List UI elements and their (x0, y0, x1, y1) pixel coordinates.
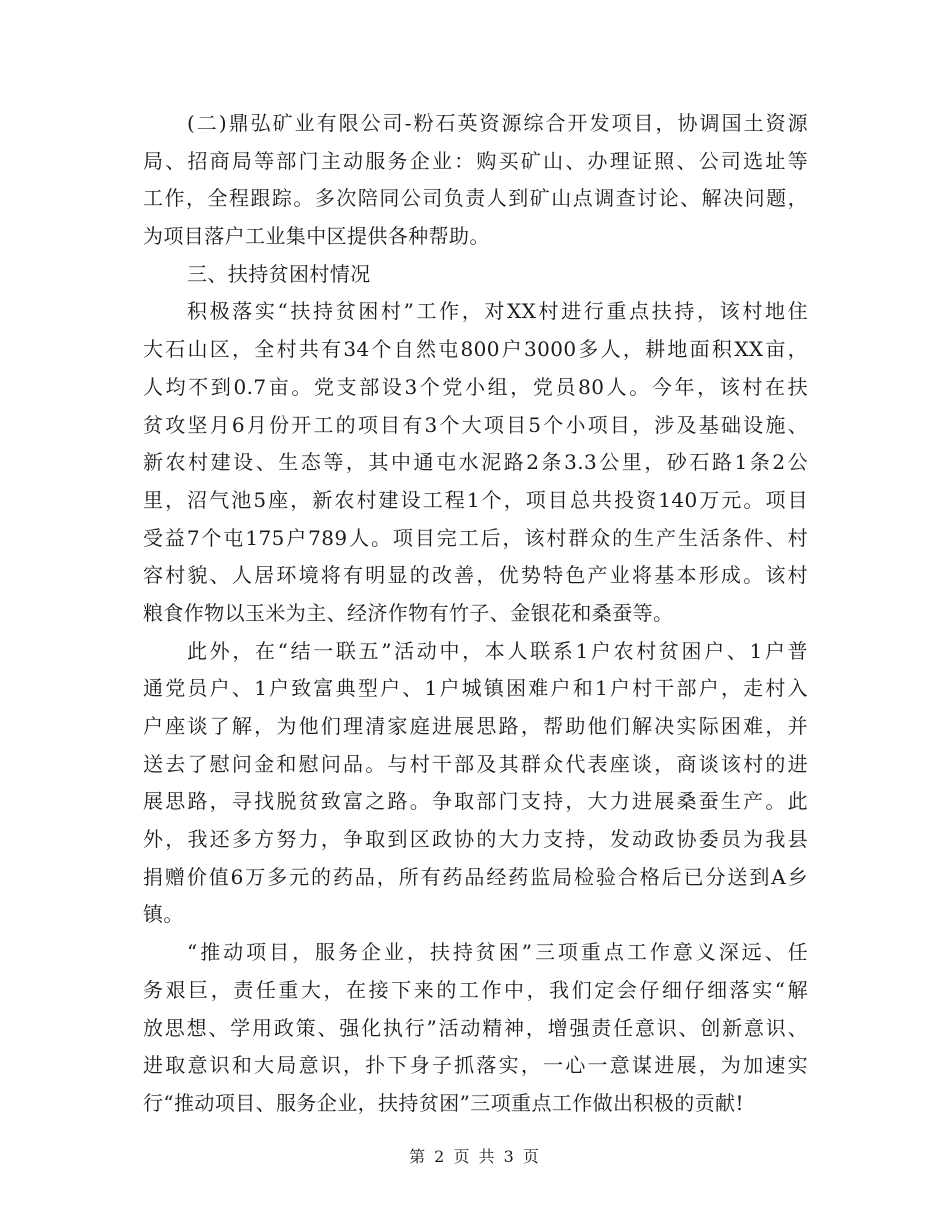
para-poor-village (143, 293, 808, 632)
document-body (143, 105, 808, 1123)
text-line: 新农村建设、生态等，其中通屯水泥路2条3.3公里，砂石路1条2公 (143, 450, 808, 475)
text-line: 捐赠价值6万多元的药品，所有药品经药监局检验合格后已分送到A乡 (143, 864, 808, 889)
para-project-2 (143, 105, 808, 256)
text-line: 粮食作物以玉米为主、经济作物有竹子、金银花和桑蚕等。 (143, 600, 674, 625)
text-line: 送去了慰问金和慰问品。与村干部及其群众代表座谈，商谈该村的进 (143, 751, 808, 776)
text-line: 此外，在“结一联五”活动中，本人联系1户农村贫困户、1户普 (187, 638, 808, 663)
text-line: 进取意识和大局意识，扑下身子抓落实，一心一意谋进展，为加速实 (143, 1053, 808, 1078)
text-line: 受益7个屯175户789人。项目完工后，该村群众的生产生活条件、村 (143, 525, 808, 550)
text-line: 人均不到0.7亩。党支部设3个党小组，党员80人。今年，该村在扶 (143, 374, 808, 399)
text-line: 通党员户、1户致富典型户、1户城镇困难户和1户村干部户，走村入 (143, 676, 808, 701)
text-line: 积极落实“扶持贫困村”工作，对XX村进行重点扶持，该村地住 (187, 299, 808, 324)
page-number: 第 2 页 共 3 页 (409, 1147, 541, 1166)
para-jieyi-lianwu (143, 633, 808, 935)
text-line: 务艰巨，责任重大，在接下来的工作中，我们定会仔细仔细落实“解 (143, 977, 808, 1002)
para-conclusion (143, 934, 808, 1122)
text-line: 工作，全程跟踪。多次陪同公司负责人到矿山点调查讨论、解决问题， (143, 186, 808, 211)
text-line: 里，沼气池5座，新农村建设工程1个，项目总共投资140万元。项目 (143, 487, 808, 512)
text-line: 外，我还多方努力，争取到区政协的大力支持，发动政协委员为我县 (143, 827, 808, 852)
text-line: (二)鼎弘矿业有限公司-粉石英资源综合开发项目，协调国土资源 (187, 111, 808, 135)
text-line: 局、招商局等部门主动服务企业：购买矿山、办理证照、公司选址等 (143, 148, 808, 173)
text-line: 户座谈了解，为他们理清家庭进展思路，帮助他们解决实际困难，并 (143, 714, 808, 738)
text-line: 容村貌、人居环境将有明显的改善，优势特色产业将基本形成。该村 (143, 563, 808, 588)
heading-3 (143, 256, 808, 294)
text-line: 为项目落户工业集中区提供各种帮助。 (143, 224, 490, 249)
text-line: 展思路，寻找脱贫致富之路。争取部门支持，大力进展桑蚕生产。此 (143, 789, 808, 814)
text-line: 放思想、学用政策、强化执行”活动精神，增强责任意识、创新意识、 (143, 1015, 808, 1040)
text-line: 贫攻坚月6月份开工的项目有3个大项目5个小项目，涉及基础设施、 (143, 412, 808, 437)
text-line: 镇。 (143, 902, 184, 927)
text-line: 行“推动项目、服务企业，扶持贫困”三项重点工作做出积极的贡献! (143, 1090, 744, 1115)
text-line: “推动项目，服务企业，扶持贫困”三项重点工作意义深远、任 (187, 940, 808, 965)
text-line: 大石山区，全村共有34个自然屯800户3000多人，耕地面积XX亩， (143, 337, 808, 362)
text-line: 三、扶持贫困村情况 (187, 261, 371, 286)
